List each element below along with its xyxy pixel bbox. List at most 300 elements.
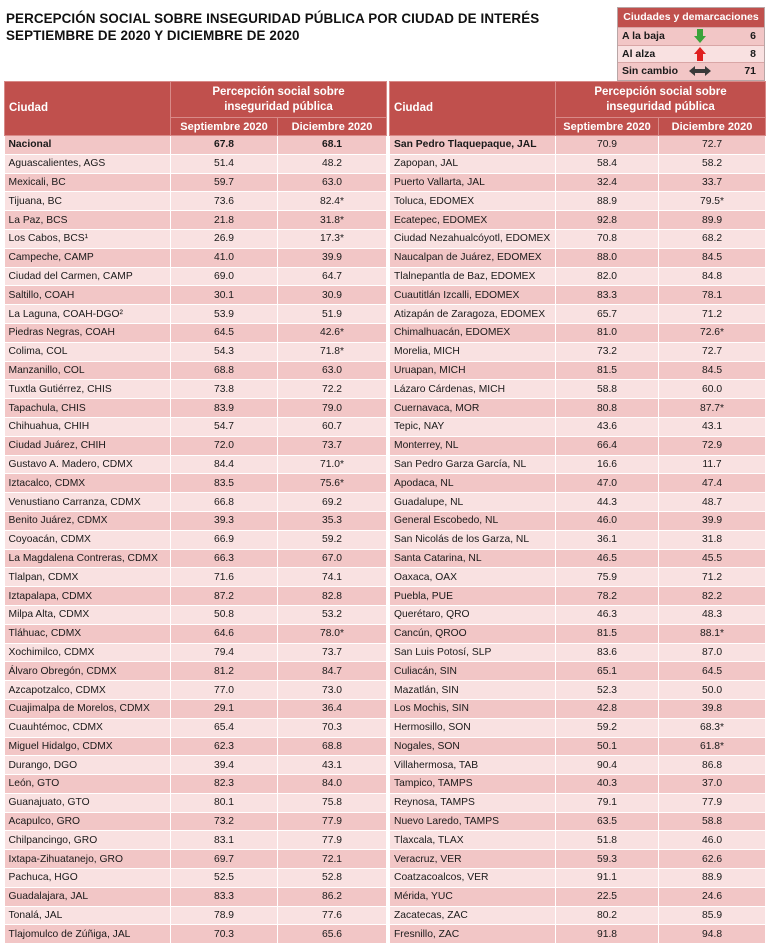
september-value: 84.4 <box>171 455 278 474</box>
september-value: 79.1 <box>556 793 659 812</box>
september-value: 26.9 <box>171 229 278 248</box>
september-value: 70.8 <box>556 229 659 248</box>
table-row <box>5 530 766 549</box>
city-cell: Campeche, CAMP <box>5 248 171 267</box>
december-value: 79.0 <box>278 399 387 418</box>
september-value: 54.3 <box>171 342 278 361</box>
city-cell: Iztapalapa, CDMX <box>5 587 171 606</box>
december-value: 84.0 <box>278 775 387 794</box>
table-row <box>5 812 766 831</box>
table-row <box>5 925 766 944</box>
december-value: 36.4 <box>278 699 387 718</box>
december-value: 48.2 <box>278 154 387 173</box>
december-value: 17.3* <box>278 229 387 248</box>
legend-label: Sin cambio <box>622 65 679 78</box>
december-column-header: Diciembre 2020 <box>278 118 387 136</box>
table-row <box>5 136 766 155</box>
city-cell: Azcapotzalco, CDMX <box>5 681 171 700</box>
september-value: 72.0 <box>171 436 278 455</box>
december-value: 30.9 <box>278 286 387 305</box>
city-cell: Cuautitlán Izcalli, EDOMEX <box>390 286 556 305</box>
december-value: 77.9 <box>278 831 387 850</box>
september-value: 46.5 <box>556 549 659 568</box>
city-cell: Chilpancingo, GRO <box>5 831 171 850</box>
september-value: 47.0 <box>556 474 659 493</box>
september-value: 73.8 <box>171 380 278 399</box>
september-value: 81.0 <box>556 323 659 342</box>
december-value: 58.2 <box>659 154 766 173</box>
september-value: 78.9 <box>171 906 278 925</box>
december-value: 42.6* <box>278 323 387 342</box>
december-value: 84.8 <box>659 267 766 286</box>
city-cell: La Magdalena Contreras, CDMX <box>5 549 171 568</box>
city-cell: León, GTO <box>5 775 171 794</box>
september-value: 69.0 <box>171 267 278 286</box>
december-value: 39.9 <box>659 511 766 530</box>
table-row <box>5 417 766 436</box>
city-cell: Los Mochis, SIN <box>390 699 556 718</box>
city-cell: Cuauhtémoc, CDMX <box>5 718 171 737</box>
september-value: 77.0 <box>171 681 278 700</box>
december-value: 75.8 <box>278 793 387 812</box>
city-cell: Veracruz, VER <box>390 850 556 869</box>
city-cell: Guadalupe, NL <box>390 493 556 512</box>
city-cell: Milpa Alta, CDMX <box>5 605 171 624</box>
table-row <box>5 793 766 812</box>
december-value: 39.8 <box>659 699 766 718</box>
december-value: 43.1 <box>659 417 766 436</box>
city-cell: Lázaro Cárdenas, MICH <box>390 380 556 399</box>
september-value: 66.3 <box>171 549 278 568</box>
table-row <box>5 605 766 624</box>
september-value: 52.5 <box>171 869 278 888</box>
city-cell: Aguascalientes, AGS <box>5 154 171 173</box>
december-value: 86.2 <box>278 887 387 906</box>
december-value: 68.2 <box>659 229 766 248</box>
september-column-header: Septiembre 2020 <box>556 118 659 136</box>
december-value: 69.2 <box>278 493 387 512</box>
september-value: 51.4 <box>171 154 278 173</box>
september-value: 87.2 <box>171 587 278 606</box>
city-column-header: Ciudad <box>390 82 556 136</box>
legend-label: A la baja <box>622 30 665 43</box>
september-value: 44.3 <box>556 493 659 512</box>
september-value: 91.1 <box>556 869 659 888</box>
city-cell: Guanajuato, GTO <box>5 793 171 812</box>
city-cell: Tlaxcala, TLAX <box>390 831 556 850</box>
september-value: 80.1 <box>171 793 278 812</box>
september-value: 65.4 <box>171 718 278 737</box>
september-value: 65.7 <box>556 305 659 324</box>
december-value: 51.9 <box>278 305 387 324</box>
september-value: 81.5 <box>556 361 659 380</box>
city-cell: Apodaca, NL <box>390 474 556 493</box>
december-value: 48.7 <box>659 493 766 512</box>
perception-group-header: Percepción social sobre inseguridad pública <box>171 82 387 118</box>
city-cell: Naucalpan de Juárez, EDOMEX <box>390 248 556 267</box>
table-row <box>5 775 766 794</box>
city-cell: Hermosillo, SON <box>390 718 556 737</box>
december-value: 46.0 <box>659 831 766 850</box>
december-value: 67.0 <box>278 549 387 568</box>
city-cell: Guadalajara, JAL <box>5 887 171 906</box>
december-value: 24.6 <box>659 887 766 906</box>
city-cell: Piedras Negras, COAH <box>5 323 171 342</box>
legend-count: 71 <box>744 65 756 78</box>
september-value: 53.9 <box>171 305 278 324</box>
city-cell: Benito Juárez, CDMX <box>5 511 171 530</box>
september-value: 64.6 <box>171 624 278 643</box>
september-value: 46.3 <box>556 605 659 624</box>
city-cell: Uruapan, MICH <box>390 361 556 380</box>
december-value: 68.8 <box>278 737 387 756</box>
september-value: 66.4 <box>556 436 659 455</box>
city-cell: Chimalhuacán, EDOMEX <box>390 323 556 342</box>
legend-label: Al alza <box>622 47 656 60</box>
title-line-1: PERCEPCIÓN SOCIAL SOBRE INSEGURIDAD PÚBLICA POR CIUDAD DE INTERÉS <box>6 11 540 26</box>
september-value: 83.1 <box>171 831 278 850</box>
table-row <box>5 831 766 850</box>
september-value: 80.2 <box>556 906 659 925</box>
september-value: 41.0 <box>171 248 278 267</box>
table-row <box>5 887 766 906</box>
september-value: 39.3 <box>171 511 278 530</box>
september-value: 46.0 <box>556 511 659 530</box>
september-value: 54.7 <box>171 417 278 436</box>
city-cell: Cuernavaca, MOR <box>390 399 556 418</box>
december-value: 39.9 <box>278 248 387 267</box>
city-cell: Tapachula, CHIS <box>5 399 171 418</box>
december-value: 63.0 <box>278 361 387 380</box>
city-cell: Tlalnepantla de Baz, EDOMEX <box>390 267 556 286</box>
city-cell: Morelia, MICH <box>390 342 556 361</box>
city-cell: Santa Catarina, NL <box>390 549 556 568</box>
september-value: 51.8 <box>556 831 659 850</box>
december-value: 31.8* <box>278 211 387 230</box>
table-row <box>5 342 766 361</box>
december-value: 35.3 <box>278 511 387 530</box>
december-value: 88.1* <box>659 624 766 643</box>
december-value: 87.0 <box>659 643 766 662</box>
table-row <box>5 493 766 512</box>
city-cell: Ciudad del Carmen, CAMP <box>5 267 171 286</box>
legend-count: 8 <box>750 47 756 60</box>
city-cell: Fresnillo, ZAC <box>390 925 556 944</box>
table-row <box>5 323 766 342</box>
september-value: 83.3 <box>171 887 278 906</box>
december-value: 71.8* <box>278 342 387 361</box>
december-value: 85.9 <box>659 906 766 925</box>
december-value: 48.3 <box>659 605 766 624</box>
september-value: 50.8 <box>171 605 278 624</box>
table-row <box>5 624 766 643</box>
table-row <box>5 568 766 587</box>
city-cell: Tlajomulco de Zúñiga, JAL <box>5 925 171 944</box>
city-cell: Acapulco, GRO <box>5 812 171 831</box>
september-value: 91.8 <box>556 925 659 944</box>
december-value: 79.5* <box>659 192 766 211</box>
december-value: 73.0 <box>278 681 387 700</box>
table-row <box>5 192 766 211</box>
title-line-2: SEPTIEMBRE DE 2020 Y DICIEMBRE DE 2020 <box>6 28 300 43</box>
table-row <box>5 756 766 775</box>
city-cell: Ciudad Juárez, CHIH <box>5 436 171 455</box>
december-value: 89.9 <box>659 211 766 230</box>
december-value: 33.7 <box>659 173 766 192</box>
city-cell: Tepic, NAY <box>390 417 556 436</box>
september-value: 21.8 <box>171 211 278 230</box>
city-cell: Mazatlán, SIN <box>390 681 556 700</box>
table-row <box>5 154 766 173</box>
december-value: 88.9 <box>659 869 766 888</box>
city-cell: Tuxtla Gutiérrez, CHIS <box>5 380 171 399</box>
table-row <box>5 511 766 530</box>
december-value: 31.8 <box>659 530 766 549</box>
city-column-header: Ciudad <box>5 82 171 136</box>
city-cell: Iztacalco, CDMX <box>5 474 171 493</box>
december-value: 74.1 <box>278 568 387 587</box>
december-column-header: Diciembre 2020 <box>659 118 766 136</box>
december-value: 43.1 <box>278 756 387 775</box>
legend-row-up <box>618 45 764 63</box>
december-value: 77.9 <box>659 793 766 812</box>
page-title <box>6 10 539 44</box>
city-cell: Pachuca, HGO <box>5 869 171 888</box>
december-value: 62.6 <box>659 850 766 869</box>
table-row <box>5 737 766 756</box>
december-value: 84.7 <box>278 662 387 681</box>
city-cell: Ecatepec, EDOMEX <box>390 211 556 230</box>
table-row <box>5 474 766 493</box>
city-cell: Puerto Vallarta, JAL <box>390 173 556 192</box>
december-value: 60.0 <box>659 380 766 399</box>
city-cell: Coyoacán, CDMX <box>5 530 171 549</box>
december-value: 45.5 <box>659 549 766 568</box>
december-value: 59.2 <box>278 530 387 549</box>
december-value: 73.7 <box>278 436 387 455</box>
september-value: 64.5 <box>171 323 278 342</box>
september-value: 83.3 <box>556 286 659 305</box>
september-column-header: Septiembre 2020 <box>171 118 278 136</box>
december-value: 70.3 <box>278 718 387 737</box>
september-value: 90.4 <box>556 756 659 775</box>
city-cell: Mérida, YUC <box>390 887 556 906</box>
december-value: 64.5 <box>659 662 766 681</box>
city-cell: Monterrey, NL <box>390 436 556 455</box>
september-value: 88.0 <box>556 248 659 267</box>
city-cell: Xochimilco, CDMX <box>5 643 171 662</box>
table-row <box>5 229 766 248</box>
december-value: 72.9 <box>659 436 766 455</box>
city-cell: Cancún, QROO <box>390 624 556 643</box>
city-cell: Ixtapa-Zihuatanejo, GRO <box>5 850 171 869</box>
legend-header: Ciudades y demarcaciones <box>618 8 764 27</box>
city-cell: Zacatecas, ZAC <box>390 906 556 925</box>
september-value: 80.8 <box>556 399 659 418</box>
december-value: 68.1 <box>278 136 387 155</box>
perception-group-header: Percepción social sobre inseguridad pública <box>556 82 766 118</box>
legend-row-down <box>618 27 764 45</box>
december-value: 65.6 <box>278 925 387 944</box>
december-value: 11.7 <box>659 455 766 474</box>
september-value: 81.2 <box>171 662 278 681</box>
city-cell: San Pedro Tlaquepaque, JAL <box>390 136 556 155</box>
legend-row-nochange <box>618 62 764 80</box>
december-value: 72.1 <box>278 850 387 869</box>
december-value: 86.8 <box>659 756 766 775</box>
september-value: 73.2 <box>556 342 659 361</box>
city-cell: Zapopan, JAL <box>390 154 556 173</box>
december-value: 84.5 <box>659 361 766 380</box>
december-value: 64.7 <box>278 267 387 286</box>
legend <box>617 7 765 81</box>
city-cell: Miguel Hidalgo, CDMX <box>5 737 171 756</box>
city-cell: Nuevo Laredo, TAMPS <box>390 812 556 831</box>
september-value: 67.8 <box>171 136 278 155</box>
december-value: 78.0* <box>278 624 387 643</box>
table-row <box>5 436 766 455</box>
city-cell: Nacional <box>5 136 171 155</box>
december-value: 68.3* <box>659 718 766 737</box>
table-row <box>5 699 766 718</box>
september-value: 63.5 <box>556 812 659 831</box>
city-cell: Villahermosa, TAB <box>390 756 556 775</box>
table-row <box>5 286 766 305</box>
september-value: 79.4 <box>171 643 278 662</box>
september-value: 70.3 <box>171 925 278 944</box>
table-row <box>5 305 766 324</box>
legend-count: 6 <box>750 30 756 43</box>
september-value: 68.8 <box>171 361 278 380</box>
september-value: 83.5 <box>171 474 278 493</box>
december-value: 37.0 <box>659 775 766 794</box>
september-value: 81.5 <box>556 624 659 643</box>
city-cell: Atizapán de Zaragoza, EDOMEX <box>390 305 556 324</box>
perception-table <box>4 81 766 944</box>
city-cell: Coatzacoalcos, VER <box>390 869 556 888</box>
september-value: 58.8 <box>556 380 659 399</box>
december-value: 72.6* <box>659 323 766 342</box>
city-cell: Oaxaca, OAX <box>390 568 556 587</box>
december-value: 53.2 <box>278 605 387 624</box>
table-row <box>5 587 766 606</box>
table-row <box>5 681 766 700</box>
city-cell: Mexicali, BC <box>5 173 171 192</box>
september-value: 52.3 <box>556 681 659 700</box>
september-value: 59.7 <box>171 173 278 192</box>
september-value: 59.3 <box>556 850 659 869</box>
city-cell: Querétaro, QRO <box>390 605 556 624</box>
city-cell: Tonalá, JAL <box>5 906 171 925</box>
city-cell: Culiacán, SIN <box>390 662 556 681</box>
september-value: 92.8 <box>556 211 659 230</box>
september-value: 75.9 <box>556 568 659 587</box>
december-value: 94.8 <box>659 925 766 944</box>
december-value: 87.7* <box>659 399 766 418</box>
table-row <box>5 643 766 662</box>
december-value: 82.2 <box>659 587 766 606</box>
city-cell: Los Cabos, BCS¹ <box>5 229 171 248</box>
september-value: 78.2 <box>556 587 659 606</box>
september-value: 66.9 <box>171 530 278 549</box>
table-row <box>5 718 766 737</box>
september-value: 58.4 <box>556 154 659 173</box>
city-cell: Durango, DGO <box>5 756 171 775</box>
september-value: 65.1 <box>556 662 659 681</box>
city-cell: San Nicolás de los Garza, NL <box>390 530 556 549</box>
city-cell: Gustavo A. Madero, CDMX <box>5 455 171 474</box>
september-value: 73.2 <box>171 812 278 831</box>
september-value: 36.1 <box>556 530 659 549</box>
september-value: 39.4 <box>171 756 278 775</box>
december-value: 60.7 <box>278 417 387 436</box>
city-cell: Tláhuac, CDMX <box>5 624 171 643</box>
december-value: 50.0 <box>659 681 766 700</box>
table-row <box>5 399 766 418</box>
double-arrow-icon <box>680 66 720 76</box>
september-value: 82.3 <box>171 775 278 794</box>
table-row <box>5 267 766 286</box>
city-cell: Toluca, EDOMEX <box>390 192 556 211</box>
city-cell: San Luis Potosí, SLP <box>390 643 556 662</box>
city-cell: La Paz, BCS <box>5 211 171 230</box>
city-cell: Puebla, PUE <box>390 587 556 606</box>
september-value: 73.6 <box>171 192 278 211</box>
table-row <box>5 850 766 869</box>
city-cell: Ciudad Nezahualcóyotl, EDOMEX <box>390 229 556 248</box>
december-value: 72.7 <box>659 342 766 361</box>
city-cell: Tampico, TAMPS <box>390 775 556 794</box>
december-value: 58.8 <box>659 812 766 831</box>
december-value: 47.4 <box>659 474 766 493</box>
city-cell: Chihuahua, CHIH <box>5 417 171 436</box>
city-cell: Tijuana, BC <box>5 192 171 211</box>
table-row <box>5 549 766 568</box>
table-row <box>5 662 766 681</box>
september-value: 69.7 <box>171 850 278 869</box>
september-value: 83.6 <box>556 643 659 662</box>
september-value: 59.2 <box>556 718 659 737</box>
city-cell: Manzanillo, COL <box>5 361 171 380</box>
city-cell: Reynosa, TAMPS <box>390 793 556 812</box>
table-body <box>5 136 766 944</box>
december-value: 52.8 <box>278 869 387 888</box>
red-up-arrow-icon <box>680 47 720 61</box>
december-value: 71.2 <box>659 568 766 587</box>
september-value: 66.8 <box>171 493 278 512</box>
december-value: 71.0* <box>278 455 387 474</box>
city-cell: Cuajimalpa de Morelos, CDMX <box>5 699 171 718</box>
green-down-arrow-icon <box>680 29 720 43</box>
september-value: 40.3 <box>556 775 659 794</box>
table-row <box>5 380 766 399</box>
september-value: 82.0 <box>556 267 659 286</box>
september-value: 50.1 <box>556 737 659 756</box>
september-value: 30.1 <box>171 286 278 305</box>
december-value: 77.6 <box>278 906 387 925</box>
september-value: 29.1 <box>171 699 278 718</box>
table-row <box>5 211 766 230</box>
city-cell: General Escobedo, NL <box>390 511 556 530</box>
table-row <box>5 248 766 267</box>
september-value: 42.8 <box>556 699 659 718</box>
table-row <box>5 361 766 380</box>
city-cell: Colima, COL <box>5 342 171 361</box>
december-value: 63.0 <box>278 173 387 192</box>
september-value: 70.9 <box>556 136 659 155</box>
september-value: 71.6 <box>171 568 278 587</box>
city-cell: La Laguna, COAH-DGO² <box>5 305 171 324</box>
